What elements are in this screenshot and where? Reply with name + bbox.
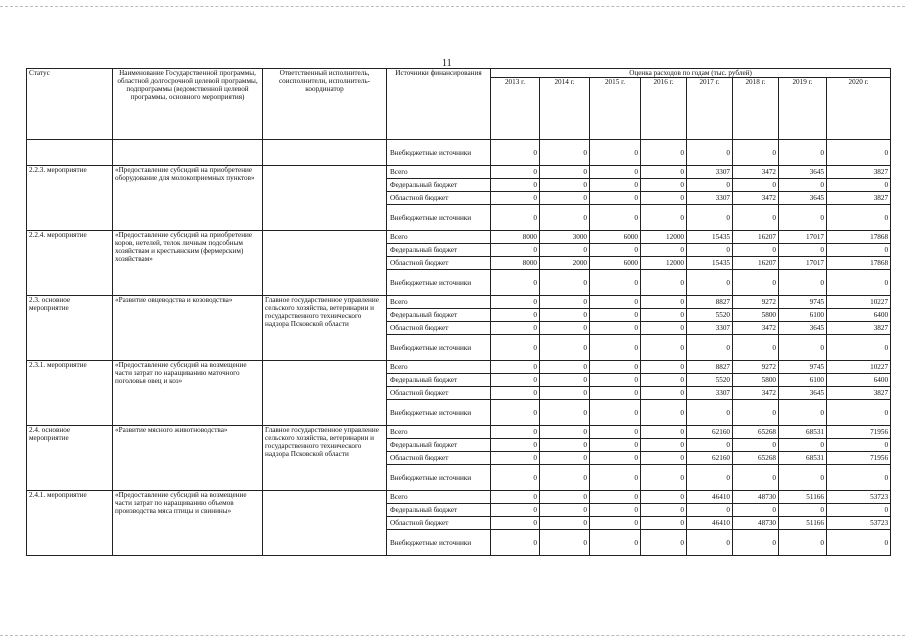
value-cell: 0 xyxy=(687,244,733,257)
value-cell: 0 xyxy=(779,400,827,426)
source-cell: Областной бюджет xyxy=(387,452,491,465)
value-cell: 0 xyxy=(641,504,687,517)
source-cell: Всего xyxy=(387,491,491,504)
value-cell: 5800 xyxy=(733,374,779,387)
value-cell: 6100 xyxy=(779,309,827,322)
header-year: 2015 г. xyxy=(590,78,641,140)
source-cell: Федеральный бюджет xyxy=(387,309,491,322)
value-cell: 0 xyxy=(590,270,641,296)
value-cell: 12000 xyxy=(641,231,687,244)
value-cell: 5520 xyxy=(687,309,733,322)
value-cell: 0 xyxy=(491,205,540,231)
value-cell: 0 xyxy=(687,530,733,556)
value-cell: 0 xyxy=(779,244,827,257)
value-cell: 0 xyxy=(590,179,641,192)
value-cell: 0 xyxy=(641,517,687,530)
value-cell: 0 xyxy=(641,296,687,309)
value-cell: 51166 xyxy=(779,491,827,504)
value-cell: 0 xyxy=(540,426,590,439)
value-cell: 0 xyxy=(641,335,687,361)
value-cell: 0 xyxy=(491,530,540,556)
header-year: 2018 г. xyxy=(733,78,779,140)
header-year: 2013 г. xyxy=(491,78,540,140)
value-cell: 0 xyxy=(540,491,590,504)
value-cell: 0 xyxy=(779,465,827,491)
value-cell: 0 xyxy=(779,439,827,452)
value-cell: 0 xyxy=(590,426,641,439)
value-cell: 0 xyxy=(540,465,590,491)
value-cell: 0 xyxy=(540,530,590,556)
value-cell: 0 xyxy=(540,205,590,231)
value-cell: 71956 xyxy=(827,426,891,439)
value-cell: 17017 xyxy=(779,257,827,270)
value-cell: 3827 xyxy=(827,192,891,205)
value-cell: 0 xyxy=(590,374,641,387)
value-cell: 0 xyxy=(540,296,590,309)
value-cell: 51166 xyxy=(779,517,827,530)
value-cell: 8000 xyxy=(491,257,540,270)
value-cell: 0 xyxy=(590,465,641,491)
value-cell: 9272 xyxy=(733,361,779,374)
value-cell: 0 xyxy=(687,179,733,192)
value-cell: 0 xyxy=(590,335,641,361)
value-cell: 0 xyxy=(687,335,733,361)
value-cell: 65268 xyxy=(733,426,779,439)
value-cell: 0 xyxy=(779,335,827,361)
name-cell: «Предоставление субсидий на приобретение оборудование для молокоприемных пунктов» xyxy=(113,166,263,231)
value-cell: 0 xyxy=(590,400,641,426)
source-cell: Федеральный бюджет xyxy=(387,244,491,257)
value-cell: 2000 xyxy=(540,257,590,270)
status-cell: 2.4. основное мероприятие xyxy=(27,426,113,491)
value-cell: 0 xyxy=(827,179,891,192)
value-cell: 0 xyxy=(827,335,891,361)
value-cell: 0 xyxy=(641,166,687,179)
value-cell: 3827 xyxy=(827,166,891,179)
value-cell: 0 xyxy=(540,166,590,179)
value-cell: 0 xyxy=(590,166,641,179)
value-cell: 0 xyxy=(491,439,540,452)
value-cell: 8000 xyxy=(491,231,540,244)
value-cell: 0 xyxy=(779,205,827,231)
value-cell: 0 xyxy=(590,530,641,556)
value-cell: 53723 xyxy=(827,517,891,530)
source-cell: Внебюджетные источники xyxy=(387,140,491,166)
value-cell: 6000 xyxy=(590,257,641,270)
value-cell: 62160 xyxy=(687,426,733,439)
value-cell: 0 xyxy=(491,270,540,296)
value-cell: 0 xyxy=(827,504,891,517)
value-cell: 3472 xyxy=(733,387,779,400)
value-cell: 12000 xyxy=(641,257,687,270)
value-cell: 3472 xyxy=(733,322,779,335)
value-cell: 0 xyxy=(540,439,590,452)
value-cell: 6400 xyxy=(827,309,891,322)
source-cell: Всего xyxy=(387,296,491,309)
value-cell: 0 xyxy=(540,387,590,400)
value-cell: 0 xyxy=(641,309,687,322)
value-cell: 0 xyxy=(540,244,590,257)
value-cell: 0 xyxy=(733,140,779,166)
name-cell: «Предоставление субсидий на возмещение части затрат по наращиванию маточного поголовья овец и коз» xyxy=(113,361,263,426)
value-cell: 0 xyxy=(827,530,891,556)
status-cell: 2.2.3. мероприятие xyxy=(27,166,113,231)
value-cell: 0 xyxy=(590,439,641,452)
value-cell: 0 xyxy=(491,244,540,257)
value-cell: 0 xyxy=(491,465,540,491)
value-cell: 0 xyxy=(779,270,827,296)
value-cell: 0 xyxy=(733,530,779,556)
value-cell: 9745 xyxy=(779,296,827,309)
value-cell: 17017 xyxy=(779,231,827,244)
responsible-cell xyxy=(263,140,387,166)
value-cell: 6100 xyxy=(779,374,827,387)
value-cell: 0 xyxy=(491,517,540,530)
value-cell: 10227 xyxy=(827,361,891,374)
header-year: 2020 г. xyxy=(827,78,891,140)
value-cell: 0 xyxy=(827,140,891,166)
value-cell: 71956 xyxy=(827,452,891,465)
responsible-cell: Главное государственное управление сельского хозяйства, ветеринарии и государственного технического надзора Псковской области xyxy=(263,426,387,491)
value-cell: 0 xyxy=(491,309,540,322)
value-cell: 0 xyxy=(590,140,641,166)
value-cell: 17868 xyxy=(827,231,891,244)
value-cell: 10227 xyxy=(827,296,891,309)
value-cell: 15435 xyxy=(687,231,733,244)
responsible-cell: Главное государственное управление сельского хозяйства, ветеринарии и государственного технического надзора Псковской области xyxy=(263,296,387,361)
source-cell: Внебюджетные источники xyxy=(387,205,491,231)
value-cell: 16207 xyxy=(733,231,779,244)
source-cell: Федеральный бюджет xyxy=(387,439,491,452)
source-cell: Внебюджетные источники xyxy=(387,335,491,361)
page-edge-bottom xyxy=(0,635,905,636)
source-cell: Всего xyxy=(387,426,491,439)
source-cell: Внебюджетные источники xyxy=(387,270,491,296)
value-cell: 0 xyxy=(590,244,641,257)
source-cell: Всего xyxy=(387,361,491,374)
header-year: 2014 г. xyxy=(540,78,590,140)
responsible-cell xyxy=(263,166,387,231)
value-cell: 0 xyxy=(641,361,687,374)
value-cell: 0 xyxy=(590,296,641,309)
responsible-cell xyxy=(263,491,387,556)
value-cell: 3645 xyxy=(779,166,827,179)
source-cell: Федеральный бюджет xyxy=(387,179,491,192)
value-cell: 0 xyxy=(590,491,641,504)
name-cell: «Предоставление субсидий на возмещение части затрат по наращиванию объемов производства мяса птицы и свинины» xyxy=(113,491,263,556)
header-name: Наименование Государственной программы, областной долгосрочной целевой программы, подпрограммы (ведомственной целевой программы, основного мероприятия) xyxy=(113,69,263,140)
value-cell: 0 xyxy=(641,374,687,387)
value-cell: 0 xyxy=(540,322,590,335)
value-cell: 0 xyxy=(827,270,891,296)
value-cell: 3827 xyxy=(827,322,891,335)
page-number: 11 xyxy=(442,58,452,69)
header-year: 2017 г. xyxy=(687,78,733,140)
value-cell: 0 xyxy=(491,361,540,374)
value-cell: 0 xyxy=(641,465,687,491)
value-cell: 0 xyxy=(540,374,590,387)
value-cell: 0 xyxy=(641,387,687,400)
header-year: 2016 г. xyxy=(641,78,687,140)
value-cell: 0 xyxy=(827,244,891,257)
source-cell: Всего xyxy=(387,166,491,179)
value-cell: 68531 xyxy=(779,452,827,465)
value-cell: 0 xyxy=(491,400,540,426)
value-cell: 0 xyxy=(540,400,590,426)
value-cell: 0 xyxy=(733,270,779,296)
source-cell: Федеральный бюджет xyxy=(387,504,491,517)
value-cell: 0 xyxy=(733,465,779,491)
header-estimate: Оценка расходов по годам (тыс. рублей) xyxy=(491,69,891,78)
value-cell: 0 xyxy=(540,192,590,205)
value-cell: 3307 xyxy=(687,166,733,179)
value-cell: 0 xyxy=(540,270,590,296)
source-cell: Областной бюджет xyxy=(387,322,491,335)
value-cell: 0 xyxy=(827,400,891,426)
value-cell: 0 xyxy=(590,387,641,400)
table-row xyxy=(27,491,891,504)
value-cell: 0 xyxy=(590,205,641,231)
page-edge-top xyxy=(0,6,905,7)
name-cell: «Предоставление субсидий на приобретение коров, нетелей, телок личным подсобным хозяйствам и крестьянским (фермерским) хозяйствам» xyxy=(113,231,263,296)
value-cell: 0 xyxy=(590,361,641,374)
value-cell: 3472 xyxy=(733,192,779,205)
value-cell: 0 xyxy=(687,465,733,491)
header-responsible: Ответственный исполнитель, соисполнители, исполнитель-координатор xyxy=(263,69,387,140)
value-cell: 0 xyxy=(491,374,540,387)
name-cell: «Развитие овцеводства и козоводства» xyxy=(113,296,263,361)
value-cell: 0 xyxy=(590,309,641,322)
value-cell: 0 xyxy=(540,335,590,361)
value-cell: 8827 xyxy=(687,361,733,374)
source-cell: Внебюджетные источники xyxy=(387,530,491,556)
table-header xyxy=(27,69,891,140)
table-row xyxy=(27,426,891,439)
value-cell: 0 xyxy=(827,465,891,491)
value-cell: 9745 xyxy=(779,361,827,374)
value-cell: 0 xyxy=(491,387,540,400)
value-cell: 0 xyxy=(590,322,641,335)
value-cell: 0 xyxy=(733,400,779,426)
value-cell: 0 xyxy=(590,192,641,205)
value-cell: 0 xyxy=(540,517,590,530)
carryover-row xyxy=(27,140,891,166)
value-cell: 0 xyxy=(779,140,827,166)
value-cell: 65268 xyxy=(733,452,779,465)
value-cell: 17868 xyxy=(827,257,891,270)
value-cell: 0 xyxy=(641,244,687,257)
value-cell: 5800 xyxy=(733,309,779,322)
value-cell: 0 xyxy=(827,439,891,452)
value-cell: 3000 xyxy=(540,231,590,244)
value-cell: 3307 xyxy=(687,387,733,400)
status-cell: 2.2.4. мероприятие xyxy=(27,231,113,296)
table-row xyxy=(27,296,891,309)
value-cell: 6400 xyxy=(827,374,891,387)
value-cell: 0 xyxy=(641,400,687,426)
responsible-cell xyxy=(263,231,387,296)
value-cell: 0 xyxy=(491,166,540,179)
value-cell: 0 xyxy=(641,270,687,296)
value-cell: 0 xyxy=(540,361,590,374)
value-cell: 0 xyxy=(491,179,540,192)
status-cell xyxy=(27,140,113,166)
value-cell: 0 xyxy=(687,504,733,517)
value-cell: 0 xyxy=(590,504,641,517)
value-cell: 0 xyxy=(687,205,733,231)
value-cell: 46410 xyxy=(687,517,733,530)
header-year: 2019 г. xyxy=(779,78,827,140)
value-cell: 0 xyxy=(687,439,733,452)
value-cell: 0 xyxy=(733,244,779,257)
value-cell: 0 xyxy=(540,140,590,166)
value-cell: 0 xyxy=(733,504,779,517)
status-cell: 2.3.1. мероприятие xyxy=(27,361,113,426)
source-cell: Областной бюджет xyxy=(387,387,491,400)
value-cell: 3645 xyxy=(779,192,827,205)
value-cell: 46410 xyxy=(687,491,733,504)
value-cell: 0 xyxy=(540,504,590,517)
value-cell: 0 xyxy=(540,309,590,322)
value-cell: 0 xyxy=(540,179,590,192)
value-cell: 0 xyxy=(641,530,687,556)
value-cell: 3645 xyxy=(779,387,827,400)
value-cell: 9272 xyxy=(733,296,779,309)
value-cell: 0 xyxy=(687,400,733,426)
name-cell xyxy=(113,140,263,166)
value-cell: 0 xyxy=(491,296,540,309)
source-cell: Областной бюджет xyxy=(387,257,491,270)
value-cell: 0 xyxy=(491,140,540,166)
value-cell: 3307 xyxy=(687,192,733,205)
value-cell: 3307 xyxy=(687,322,733,335)
value-cell: 0 xyxy=(687,140,733,166)
table-row xyxy=(27,231,891,244)
value-cell: 53723 xyxy=(827,491,891,504)
source-cell: Областной бюджет xyxy=(387,192,491,205)
value-cell: 48730 xyxy=(733,491,779,504)
value-cell: 0 xyxy=(641,140,687,166)
source-cell: Внебюджетные источники xyxy=(387,465,491,491)
value-cell: 3827 xyxy=(827,387,891,400)
value-cell: 3472 xyxy=(733,166,779,179)
value-cell: 0 xyxy=(491,192,540,205)
value-cell: 62160 xyxy=(687,452,733,465)
value-cell: 0 xyxy=(491,335,540,361)
name-cell: «Развитие мясного животноводства» xyxy=(113,426,263,491)
value-cell: 0 xyxy=(779,179,827,192)
header-status: Статус xyxy=(27,69,113,140)
value-cell: 0 xyxy=(641,426,687,439)
value-cell: 0 xyxy=(491,322,540,335)
source-cell: Областной бюджет xyxy=(387,517,491,530)
value-cell: 0 xyxy=(491,504,540,517)
value-cell: 0 xyxy=(641,205,687,231)
value-cell: 16207 xyxy=(733,257,779,270)
table-row xyxy=(27,361,891,374)
value-cell: 0 xyxy=(540,452,590,465)
header-sources: Источники финансирования xyxy=(387,69,491,140)
table-row xyxy=(27,166,891,179)
source-cell: Внебюджетные источники xyxy=(387,400,491,426)
value-cell: 0 xyxy=(779,504,827,517)
responsible-cell xyxy=(263,361,387,426)
value-cell: 48730 xyxy=(733,517,779,530)
value-cell: 15435 xyxy=(687,257,733,270)
table-body xyxy=(27,140,891,556)
status-cell: 2.3. основное мероприятие xyxy=(27,296,113,361)
value-cell: 0 xyxy=(491,452,540,465)
value-cell: 0 xyxy=(733,179,779,192)
value-cell: 0 xyxy=(641,439,687,452)
budget-table xyxy=(26,68,891,556)
value-cell: 0 xyxy=(641,452,687,465)
value-cell: 0 xyxy=(779,530,827,556)
value-cell: 0 xyxy=(827,205,891,231)
value-cell: 0 xyxy=(491,491,540,504)
status-cell: 2.4.1. мероприятие xyxy=(27,491,113,556)
value-cell: 3645 xyxy=(779,322,827,335)
value-cell: 0 xyxy=(590,517,641,530)
value-cell: 0 xyxy=(733,205,779,231)
value-cell: 0 xyxy=(641,491,687,504)
value-cell: 0 xyxy=(590,452,641,465)
value-cell: 0 xyxy=(687,270,733,296)
value-cell: 0 xyxy=(733,335,779,361)
value-cell: 0 xyxy=(641,192,687,205)
value-cell: 68531 xyxy=(779,426,827,439)
source-cell: Всего xyxy=(387,231,491,244)
value-cell: 5520 xyxy=(687,374,733,387)
value-cell: 0 xyxy=(641,322,687,335)
value-cell: 0 xyxy=(733,439,779,452)
value-cell: 0 xyxy=(641,179,687,192)
source-cell: Федеральный бюджет xyxy=(387,374,491,387)
value-cell: 8827 xyxy=(687,296,733,309)
value-cell: 0 xyxy=(491,426,540,439)
value-cell: 6000 xyxy=(590,231,641,244)
